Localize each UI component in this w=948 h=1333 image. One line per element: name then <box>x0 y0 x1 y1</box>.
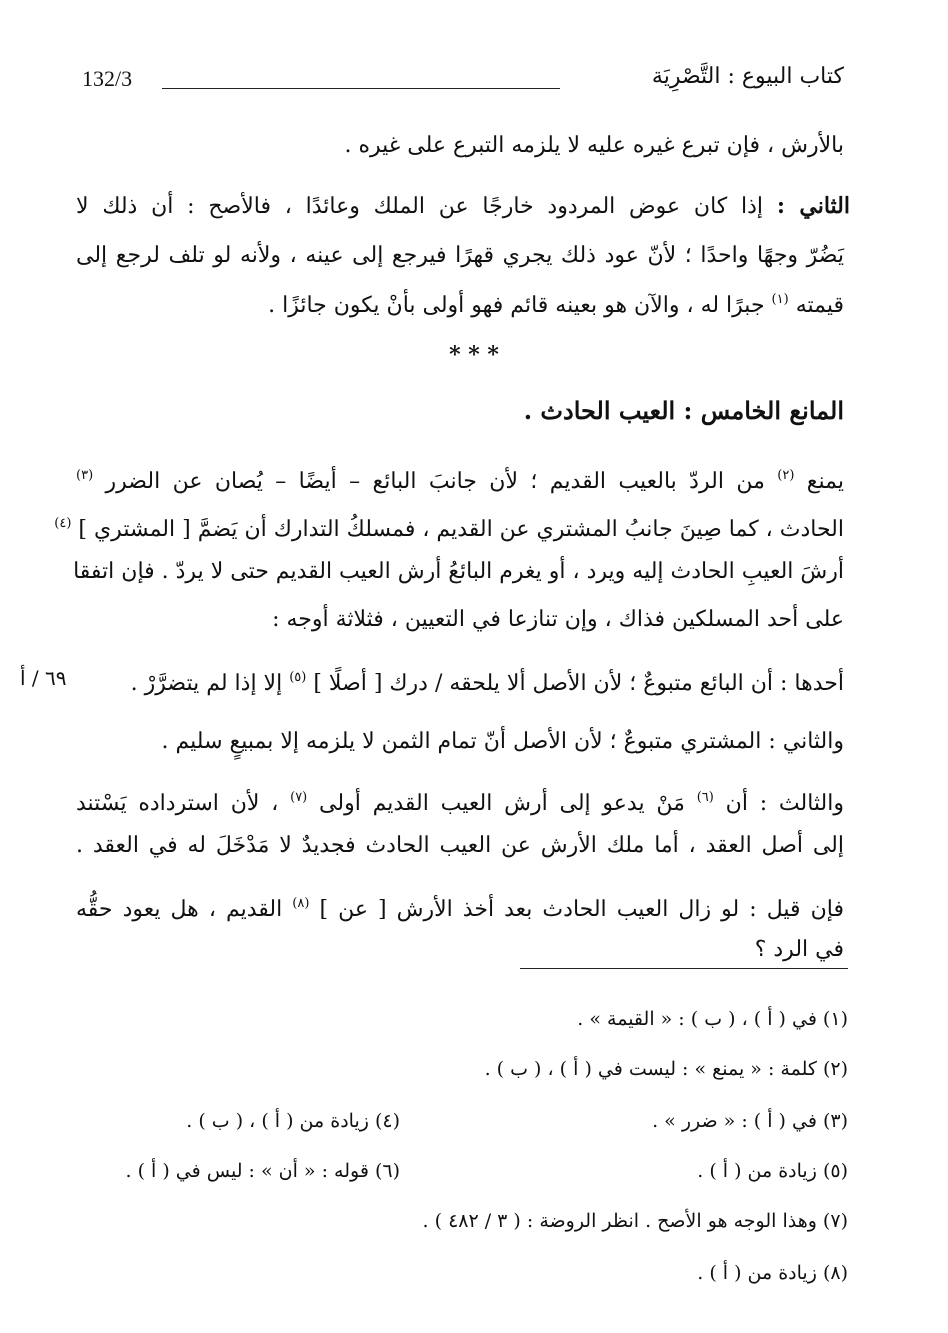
paragraph-line: قيمته $^{(١)}$ جبرًا له ، والآن هو بعينه قائم فهو أولى بأنْ يكون جائزًا . <box>268 292 844 318</box>
footnote: (٢) كلمة : « يمنع » : ليست في ( أ ) ، ( ب ) . <box>484 1058 848 1080</box>
paragraph-line: بالأرش ، فإن تبرع غيره عليه لا يلزمه التبرع على غيره . <box>344 133 844 158</box>
footnote-ref: (١) <box>771 292 789 307</box>
section-separator: * * * <box>449 342 499 368</box>
paragraph-line: يمنع $^{(٢)}$ من الردّ بالعيب القديم ؛ لأن جانبَ البائع – أيضًا – يُصان عن الضرر $^{(٣)}$ <box>76 468 844 494</box>
page-number: 132/3 <box>82 66 133 91</box>
running-title: كتاب البيوع : التَّصْرِيَة <box>651 64 844 89</box>
paragraph-line: أحدها : أن البائع متبوعٌ ؛ لأن الأصل ألا يلحقه / درك [ أصلًا ] $^{(٥)}$ إلا إذا لم يتضرَّرْ . <box>130 670 844 696</box>
footnote-ref: (٤) <box>54 516 72 531</box>
footnote: (٦) قوله : « أن » : ليس في ( أ ) . <box>125 1160 400 1182</box>
footnote-rule <box>520 968 848 969</box>
footnote: (٨) زيادة من ( أ ) . <box>697 1262 848 1284</box>
paragraph-line: الثاني : إذا كان عوض المردود خارجًا عن الملك وعائدًا ، فالأصح : أن ذلك لا <box>76 193 851 219</box>
paragraph-line: إلى أصل العقد ، أما ملك الأرش عن العيب الحادث فجديدٌ لا مَدْخَلَ له في العقد . <box>76 833 844 858</box>
footnote-ref: (٨) <box>292 896 310 911</box>
footnote: (١) في ( أ ) ، ( ب ) : « القيمة » . <box>577 1008 848 1030</box>
footnote: (٤) زيادة من ( أ ) ، ( ب ) . <box>186 1110 400 1132</box>
paragraph-line: في الرد ؟ <box>754 937 844 962</box>
footnote: (٧) وهذا الوجه هو الأصح . انظر الروضة : ( ٣ / ٤٨٢ ) . <box>422 1210 848 1232</box>
paragraph-line: والثاني : المشتري متبوعٌ ؛ لأن الأصل أنّ تمام الثمن لا يلزمه إلا بمبيعٍ سليم . <box>161 729 844 754</box>
paragraph-line: على أحد المسلكين فذاك ، وإن تنازعا في التعيين ، فثلاثة أوجه : <box>272 607 844 632</box>
header-rule <box>162 88 560 89</box>
footnote-ref: (٥) <box>289 670 307 685</box>
page-header <box>76 62 844 96</box>
paragraph-line: أرشَ العيبِ الحادث إليه ويرد ، أو يغرم البائعُ أرش العيب القديم حتى لا يردّ . فإن اتفقا <box>73 559 844 584</box>
paragraph-line: يَضُرّ وجهًا واحدًا ؛ لأنّ عود ذلك يجري قهرًا فيرجع إلى عينه ، ولأنه لو تلف لرجع إلى <box>76 243 844 268</box>
paragraph-lead: الثاني : <box>776 193 851 219</box>
footnote: (٣) في ( أ ) : « ضرر » . <box>652 1110 848 1132</box>
footnote-ref: (٣) <box>76 468 94 483</box>
paragraph-line: والثالث : أن $^{(٦)}$ مَنْ يدعو إلى أرش العيب القديم أولى $^{(٧)}$ ، لأن استرداده يَسْتند <box>76 790 844 816</box>
paragraph-line: الحادث ، كما صِينَ جانبُ المشتري عن القديم ، فمسلكُ التدارك أن يَضمَّ [ المشتري ] $^{(٤)}$ <box>54 516 844 542</box>
footnote-ref: (٦) <box>696 790 714 805</box>
paragraph-line: فإن قيل : لو زال العيب الحادث بعد أخذ الأرش [ عن ] $^{(٨)}$ القديم ، هل يعود حقُّه <box>76 896 844 922</box>
manuscript-folio-mark: ٦٩ / أ <box>20 666 67 690</box>
section-heading: المانع الخامس : العيب الحادث . <box>523 396 844 425</box>
footnote-ref: (٧) <box>290 790 308 805</box>
footnote-ref: (٢) <box>777 468 795 483</box>
footnote: (٥) زيادة من ( أ ) . <box>697 1160 848 1182</box>
